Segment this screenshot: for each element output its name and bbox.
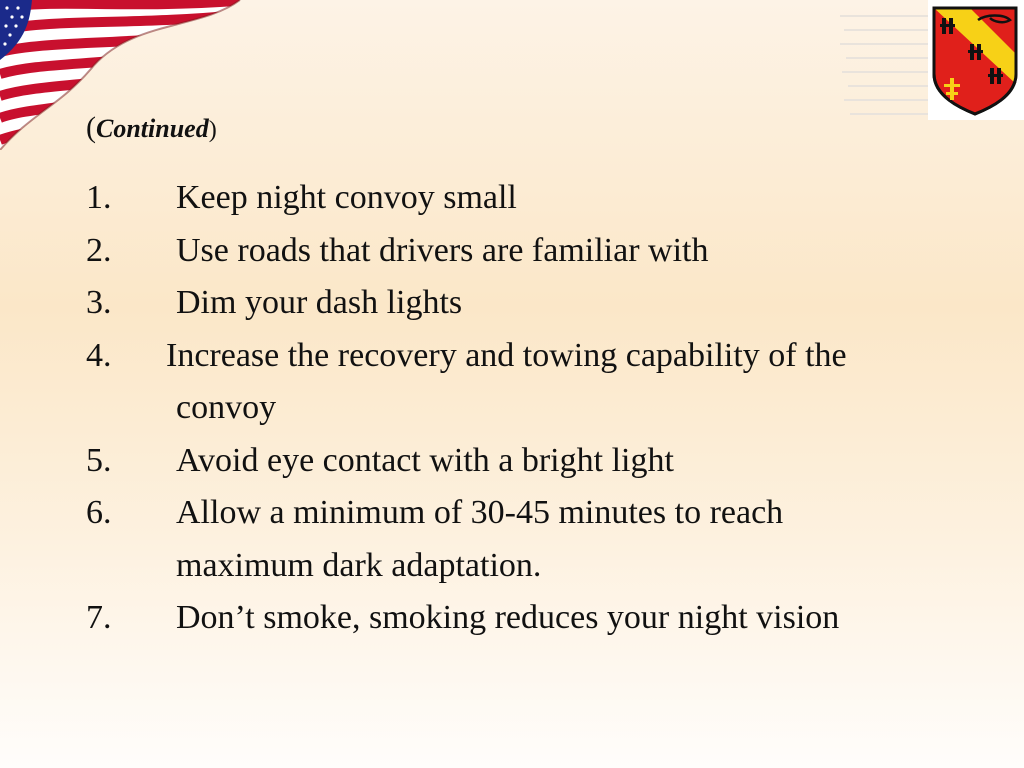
list-text: maximum dark adaptation.: [176, 546, 542, 584]
list-text: Don’t smoke, smoking reduces your night vision: [176, 599, 840, 636]
list-number-spacer: [86, 540, 176, 593]
numbered-list: [86, 172, 986, 645]
list-number-spacer: [86, 382, 176, 435]
list-item: [86, 330, 986, 383]
list-item-continuation: [86, 540, 986, 593]
list-text: Keep night convoy small: [176, 179, 517, 216]
list-text: convoy: [176, 389, 277, 426]
list-item: [86, 592, 986, 645]
slide-heading: [86, 108, 217, 150]
list-item-continuation: [86, 382, 986, 435]
list-item: [86, 225, 986, 278]
list-number: 6.: [86, 494, 112, 531]
list-number: 1.: [86, 179, 112, 216]
list-item: [86, 277, 986, 330]
list-text: Dim your dash lights: [176, 284, 463, 321]
unit-crest-logo: [930, 4, 1020, 116]
heading-continued: Continued: [96, 114, 209, 143]
list-item: [86, 435, 986, 488]
list-text: Use roads that drivers are familiar with: [176, 231, 709, 269]
list-number: 2.: [86, 231, 112, 269]
list-number: 5.: [86, 441, 112, 479]
list-number: 3.: [86, 284, 112, 321]
list-number: 4.: [86, 336, 112, 374]
list-item: [86, 487, 986, 540]
list-text: Allow a minimum of 30-45 minutes to reach: [176, 494, 784, 531]
list-item: [86, 172, 986, 225]
list-number: 7.: [86, 599, 112, 636]
list-text: Avoid eye contact with a bright light: [176, 441, 674, 479]
heading-open-paren: (: [86, 111, 96, 144]
heading-close-paren: ): [208, 117, 217, 143]
list-text: Increase the recovery and towing capability of the: [166, 336, 847, 374]
decorative-lines: [840, 10, 930, 120]
